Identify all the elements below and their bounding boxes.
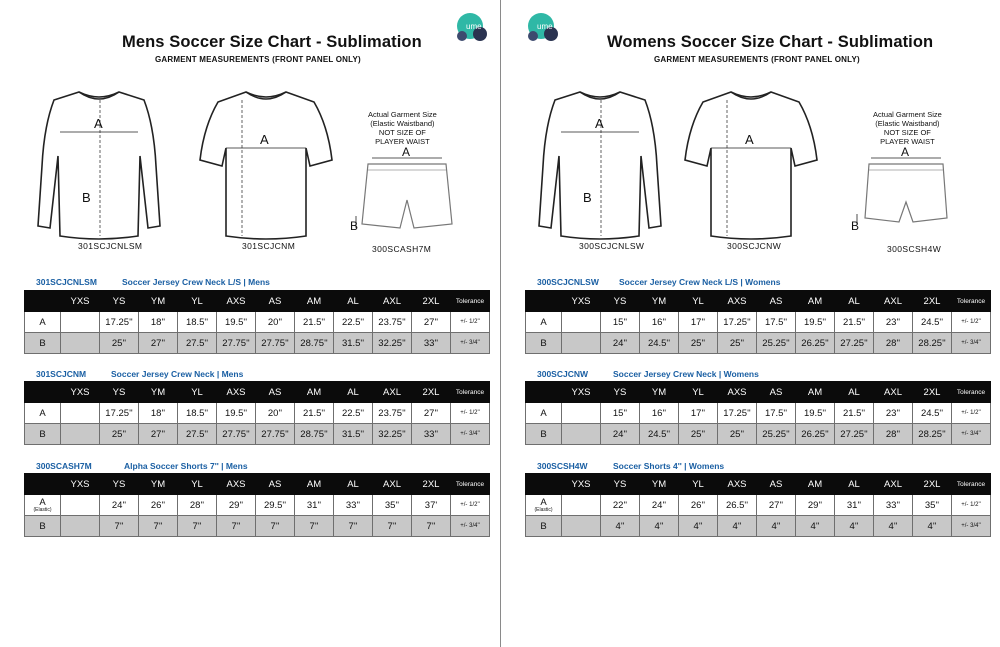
table-header-row: YXS YS YM YL AXS AS AM AL AXL 2XL Tolerance xyxy=(526,291,991,312)
product-code-shorts: 300SCSH4W xyxy=(887,244,942,254)
womens-size-chart-page xyxy=(501,0,1000,647)
section-code: 300SCJCNW xyxy=(537,369,589,379)
table-row: B 25'' 27'' 27.5'' 27.75'' 27.75'' 28.75'' 31.5'' 32.25'' 33'' +/- 3/4'' xyxy=(25,333,490,354)
long-sleeve-jersey-icon xyxy=(535,86,665,241)
product-code-short-sleeve: 300SCJCNW xyxy=(727,241,782,251)
shorts-waist-note: Actual Garment Size (Elastic Waistband) NOT SIZE OF PLAYER WAIST xyxy=(873,110,942,146)
section-name: Soccer Shorts 4'' | Womens xyxy=(613,461,725,471)
svg-text:B: B xyxy=(851,219,860,233)
table-row: A 15'' 16'' 17'' 17.25'' 17.5'' 19.5'' 21.5'' 23'' 24.5'' +/- 1/2'' xyxy=(526,312,991,333)
svg-text:A: A xyxy=(901,146,910,159)
shorts-icon xyxy=(348,146,460,242)
table-header-row: YXS YS YM YL AXS AS AM AL AXL 2XL Tolerance xyxy=(25,291,490,312)
section-code: 301SCJCNM xyxy=(36,369,87,379)
section-name: Soccer Jersey Crew Neck L/S | Mens xyxy=(122,277,270,287)
product-code-long-sleeve: 301SCJCNLSM xyxy=(78,241,143,251)
section-name: Soccer Jersey Crew Neck | Womens xyxy=(613,369,759,379)
section-code: 300SCJCNLSW xyxy=(537,277,599,287)
svg-text:B: B xyxy=(82,190,91,205)
table-row: B 24'' 24.5'' 25'' 25'' 25.25'' 26.25'' 27.25'' 28'' 28.25'' +/- 3/4'' xyxy=(526,424,991,445)
size-table xyxy=(525,290,991,354)
table-header-row: YXS YS YM YL AXS AS AM AL AXL 2XL Tolerance xyxy=(25,474,490,495)
size-table xyxy=(24,290,490,354)
section-name: Alpha Soccer Shorts 7'' | Mens xyxy=(124,461,248,471)
page-title: Womens Soccer Size Chart - Sublimation xyxy=(607,33,934,51)
table-row: A 15'' 16'' 17'' 17.25'' 17.5'' 19.5'' 21.5'' 23'' 24.5'' +/- 1/2'' xyxy=(526,403,991,424)
svg-text:B: B xyxy=(350,219,359,233)
table-row: A 17.25'' 18'' 18.5'' 19.5'' 20'' 21.5'' 22.5'' 23.75'' 27'' +/- 1/2'' xyxy=(25,312,490,333)
table-row: B 25'' 27'' 27.5'' 27.75'' 27.75'' 28.75'' 31.5'' 32.25'' 33'' +/- 3/4'' xyxy=(25,424,490,445)
long-sleeve-jersey-icon xyxy=(34,86,164,241)
size-table xyxy=(24,473,490,537)
size-table xyxy=(525,473,991,537)
product-code-short-sleeve: 301SCJCNM xyxy=(242,241,296,251)
section-name: Soccer Jersey Crew Neck L/S | Womens xyxy=(619,277,781,287)
size-table xyxy=(525,381,991,445)
short-sleeve-jersey-icon xyxy=(681,86,821,241)
ume-logo-icon xyxy=(452,8,488,44)
svg-text:A: A xyxy=(260,132,269,147)
page-subtitle: GARMENT MEASUREMENTS (FRONT PANEL ONLY) xyxy=(654,55,860,64)
section-code: 300SCSH4W xyxy=(537,461,588,471)
svg-text:B: B xyxy=(583,190,592,205)
logo-text: ume xyxy=(466,22,482,31)
short-sleeve-jersey-icon xyxy=(196,86,336,241)
table-row: A (Elastic) 24'' 26'' 28'' 29'' 29.5'' 31'' 33'' 35'' 37' +/- 1/2'' xyxy=(25,495,490,516)
svg-text:A: A xyxy=(745,132,754,147)
product-code-shorts: 300SCASH7M xyxy=(372,244,432,254)
page-subtitle: GARMENT MEASUREMENTS (FRONT PANEL ONLY) xyxy=(155,55,361,64)
svg-text:A: A xyxy=(402,146,411,159)
section-name: Soccer Jersey Crew Neck | Mens xyxy=(111,369,244,379)
logo-text: ume xyxy=(537,22,553,31)
shorts-icon xyxy=(847,146,959,242)
table-row: A 17.25'' 18'' 18.5'' 19.5'' 20'' 21.5'' 22.5'' 23.75'' 27'' +/- 1/2'' xyxy=(25,403,490,424)
table-row: B 24'' 24.5'' 25'' 25'' 25.25'' 26.25'' 27.25'' 28'' 28.25'' +/- 3/4'' xyxy=(526,333,991,354)
svg-text:A: A xyxy=(94,116,103,131)
table-header-row: YXS YS YM YL AXS AS AM AL AXL 2XL Tolerance xyxy=(526,382,991,403)
ume-logo-icon xyxy=(523,8,559,44)
table-row: B 7'' 7'' 7'' 7'' 7'' 7'' 7'' 7'' 7'' +/- 3/4'' xyxy=(25,516,490,537)
svg-text:A: A xyxy=(595,116,604,131)
table-row: A (Elastic) 22'' 24'' 26'' 26.5'' 27'' 29'' 31'' 33'' 35'' +/- 1/2'' xyxy=(526,495,991,516)
table-header-row: YXS YS YM YL AXS AS AM AL AXL 2XL Tolerance xyxy=(25,382,490,403)
shorts-waist-note: Actual Garment Size (Elastic Waistband) NOT SIZE OF PLAYER WAIST xyxy=(368,110,437,146)
table-row: B 4'' 4'' 4'' 4'' 4'' 4'' 4'' 4'' 4'' +/- 3/4'' xyxy=(526,516,991,537)
size-table xyxy=(24,381,490,445)
section-code: 301SCJCNLSM xyxy=(36,277,97,287)
section-code: 300SCASH7M xyxy=(36,461,92,471)
product-code-long-sleeve: 300SCJCNLSW xyxy=(579,241,645,251)
table-header-row: YXS YS YM YL AXS AS AM AL AXL 2XL Tolerance xyxy=(526,474,991,495)
page-title: Mens Soccer Size Chart - Sublimation xyxy=(122,33,422,51)
